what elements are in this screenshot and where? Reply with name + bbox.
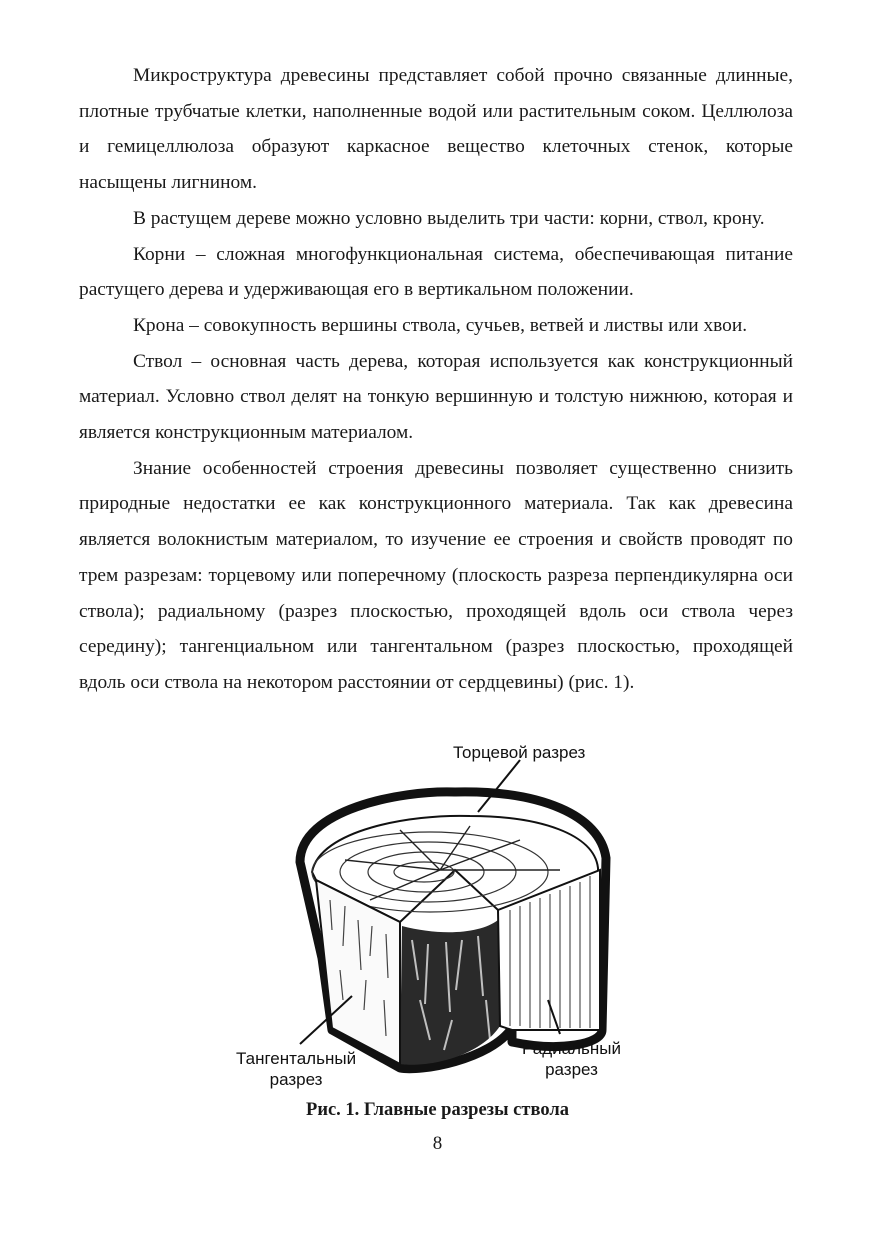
- paragraph-trunk: Ствол – основная часть дерева, которая используется как конструкционный материал. Условно ствол делят на тонкую вершинную и толстую нижнюю, которая и является конструкционным материалом.: [79, 350, 793, 444]
- figure-caption: Рис. 1. Главные разрезы ствола: [306, 1100, 569, 1120]
- paragraph-roots: Корни – сложная многофункциональная система, обеспечивающая питание растущего дерева и удерживающая его в вертикальном положении.: [79, 243, 793, 301]
- trunk-sections-drawing: [0, 730, 875, 1100]
- label-radial-section: Радиальный разрез: [522, 1039, 621, 1079]
- paragraph-tree-parts: В растущем дереве можно условно выделить три части: корни, ствол, крону.: [133, 207, 765, 229]
- paragraph-crown: Крона – совокупность вершины ствола, сучьев, ветвей и листвы или хвои.: [133, 314, 748, 336]
- trunk-sections-figure: [0, 730, 875, 1100]
- page-number: 8: [432, 1133, 443, 1154]
- text-body: [79, 58, 793, 701]
- paragraph-microstructure: Микроструктура древесины представляет собой прочно связанные длинные, плотные трубчатые клетки, наполненные водой или растительным соком. Целлюлоза и гемицеллюлоза образуют каркасное вещество клеточных стенок, которые насыщены лигнином.: [79, 65, 793, 194]
- paragraph-sections: Знание особенностей строения древесины позволяет существенно снизить природные недостатки ее как конструкционного материала. Так как древесина является волокнистым материалом, то изучение ее строения и свойств проводят по трем разрезам: торцевому или поперечному (плоскость разреза перпендикулярна оси ствола); радиальному (разрез плоскостью, проходящей вдоль оси ствола через середину); тангенциальном или тангентальном (разрез плоскостью, проходящей вдоль оси ствола на некотором расстоянии от сердцевины) (рис. 1).: [79, 457, 793, 693]
- label-tangential-section: Тангентальный разрез: [236, 1049, 357, 1089]
- label-end-section: Торцевой разрез: [453, 743, 586, 762]
